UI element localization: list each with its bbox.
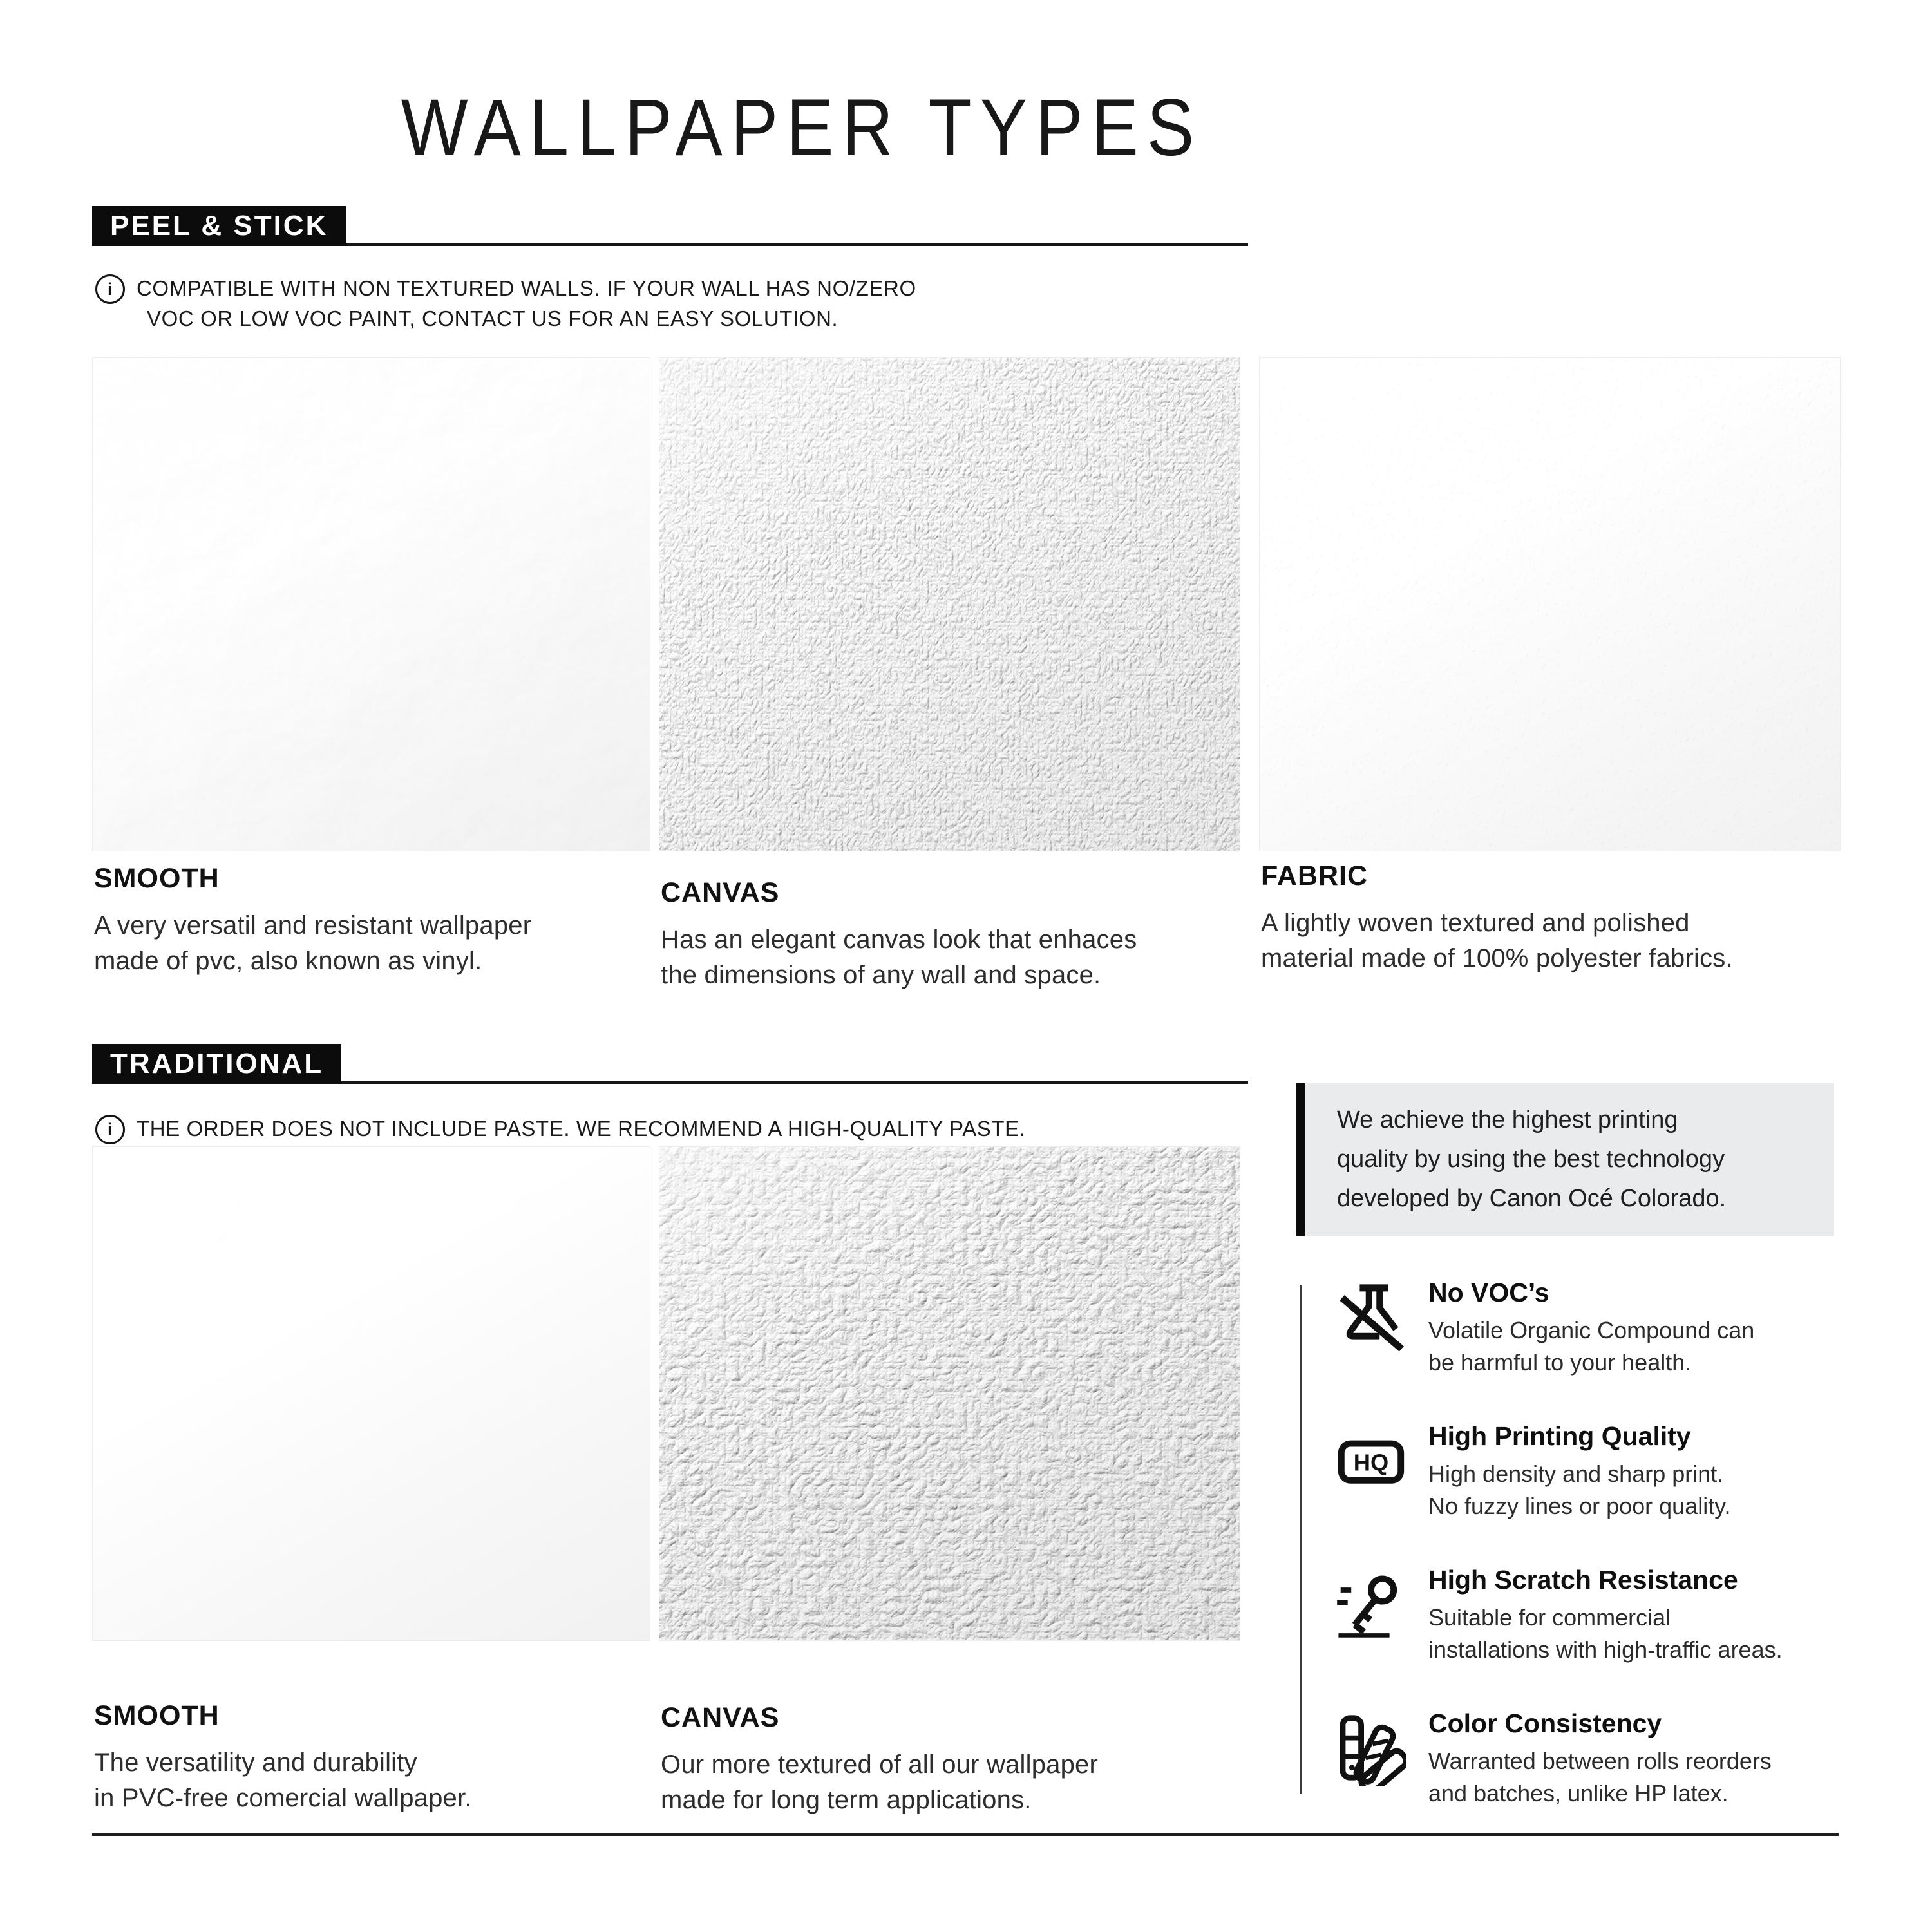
feature-description: Warranted between rolls reorders and batches, unlike HP latex. (1428, 1748, 1772, 1806)
feature-description: Volatile Organic Compound can be harmful to your health. (1428, 1317, 1755, 1376)
printing-quality-quote: We achieve the highest printing quality by using the best technology developed by Canon Océ Colorado. (1296, 1083, 1834, 1236)
feature-title: No VOC’s (1428, 1278, 1549, 1307)
note-line: COMPATIBLE WITH NON TEXTURED WALLS. IF YOUR WALL HAS NO/ZERO (137, 276, 916, 300)
type-name-smooth-traditional: SMOOTH (94, 1700, 220, 1731)
feature-description: Suitable for commercial installations with high-traffic areas. (1428, 1604, 1783, 1663)
swatch-sheen (659, 358, 1240, 851)
feature-description: High density and sharp print. No fuzzy lines or poor quality. (1428, 1461, 1731, 1519)
type-description-canvas: Has an elegant canvas look that enhaces the dimensions of any wall and space. (661, 925, 1137, 989)
type-description-smooth: A very versatil and resistant wallpaper made of pvc, also known as vinyl. (94, 911, 532, 975)
info-icon: i (95, 1115, 125, 1144)
page-title: WALLPAPER TYPES (401, 82, 1203, 173)
swatch-peel-stick-smooth (92, 357, 650, 851)
type-name-canvas: CANVAS (661, 877, 780, 908)
svg-text:HQ: HQ (1353, 1449, 1389, 1476)
swatch-traditional-canvas (659, 1146, 1240, 1641)
peel-and-stick-note (95, 273, 916, 334)
swatch-peel-stick-fabric (1259, 357, 1841, 851)
feature-title: High Scratch Resistance (1428, 1565, 1738, 1595)
type-description-smooth-traditional: The versatility and durability in PVC-free comercial wallpaper. (94, 1748, 472, 1812)
feature-high-printing-quality (1336, 1420, 1783, 1522)
type-name-smooth: SMOOTH (94, 863, 220, 894)
type-name-canvas-traditional: CANVAS (661, 1702, 780, 1733)
feature-title: Color Consistency (1428, 1709, 1662, 1738)
feature-color-consistency (1336, 1707, 1783, 1810)
traditional-note (95, 1113, 1026, 1144)
footer-rule (92, 1833, 1839, 1836)
swatch-peel-stick-canvas (659, 357, 1240, 851)
swatch-sheen (659, 1147, 1240, 1640)
type-description-fabric: A lightly woven textured and polished material made of 100% polyester fabrics. (1261, 909, 1733, 972)
feature-no-vocs (1336, 1276, 1783, 1379)
feature-title: High Printing Quality (1428, 1421, 1691, 1451)
peel-and-stick-badge: PEEL & STICK (92, 206, 346, 246)
feature-list (1336, 1276, 1783, 1810)
features-divider-line (1300, 1285, 1302, 1794)
type-name-fabric: FABRIC (1261, 860, 1368, 891)
note-line: THE ORDER DOES NOT INCLUDE PASTE. WE RECOMMEND A HIGH-QUALITY PASTE. (137, 1117, 1026, 1141)
color-swatches-icon (1336, 1710, 1406, 1786)
swatch-traditional-smooth (92, 1146, 650, 1641)
traditional-badge: TRADITIONAL (92, 1044, 341, 1084)
scratch-key-icon (1336, 1566, 1406, 1642)
swatch-sheen (93, 1147, 650, 1640)
note-line: VOC OR LOW VOC PAINT, CONTACT US FOR AN EASY SOLUTION. (147, 307, 838, 330)
feature-high-scratch-resistance (1336, 1564, 1783, 1666)
no-voc-flask-icon (1336, 1279, 1406, 1355)
info-icon: i (95, 274, 125, 304)
swatch-sheen (93, 358, 650, 851)
hq-badge-icon (1336, 1423, 1406, 1499)
type-description-canvas-traditional: Our more textured of all our wallpaper made for long term applications. (661, 1750, 1099, 1814)
swatch-sheen (1260, 358, 1840, 851)
